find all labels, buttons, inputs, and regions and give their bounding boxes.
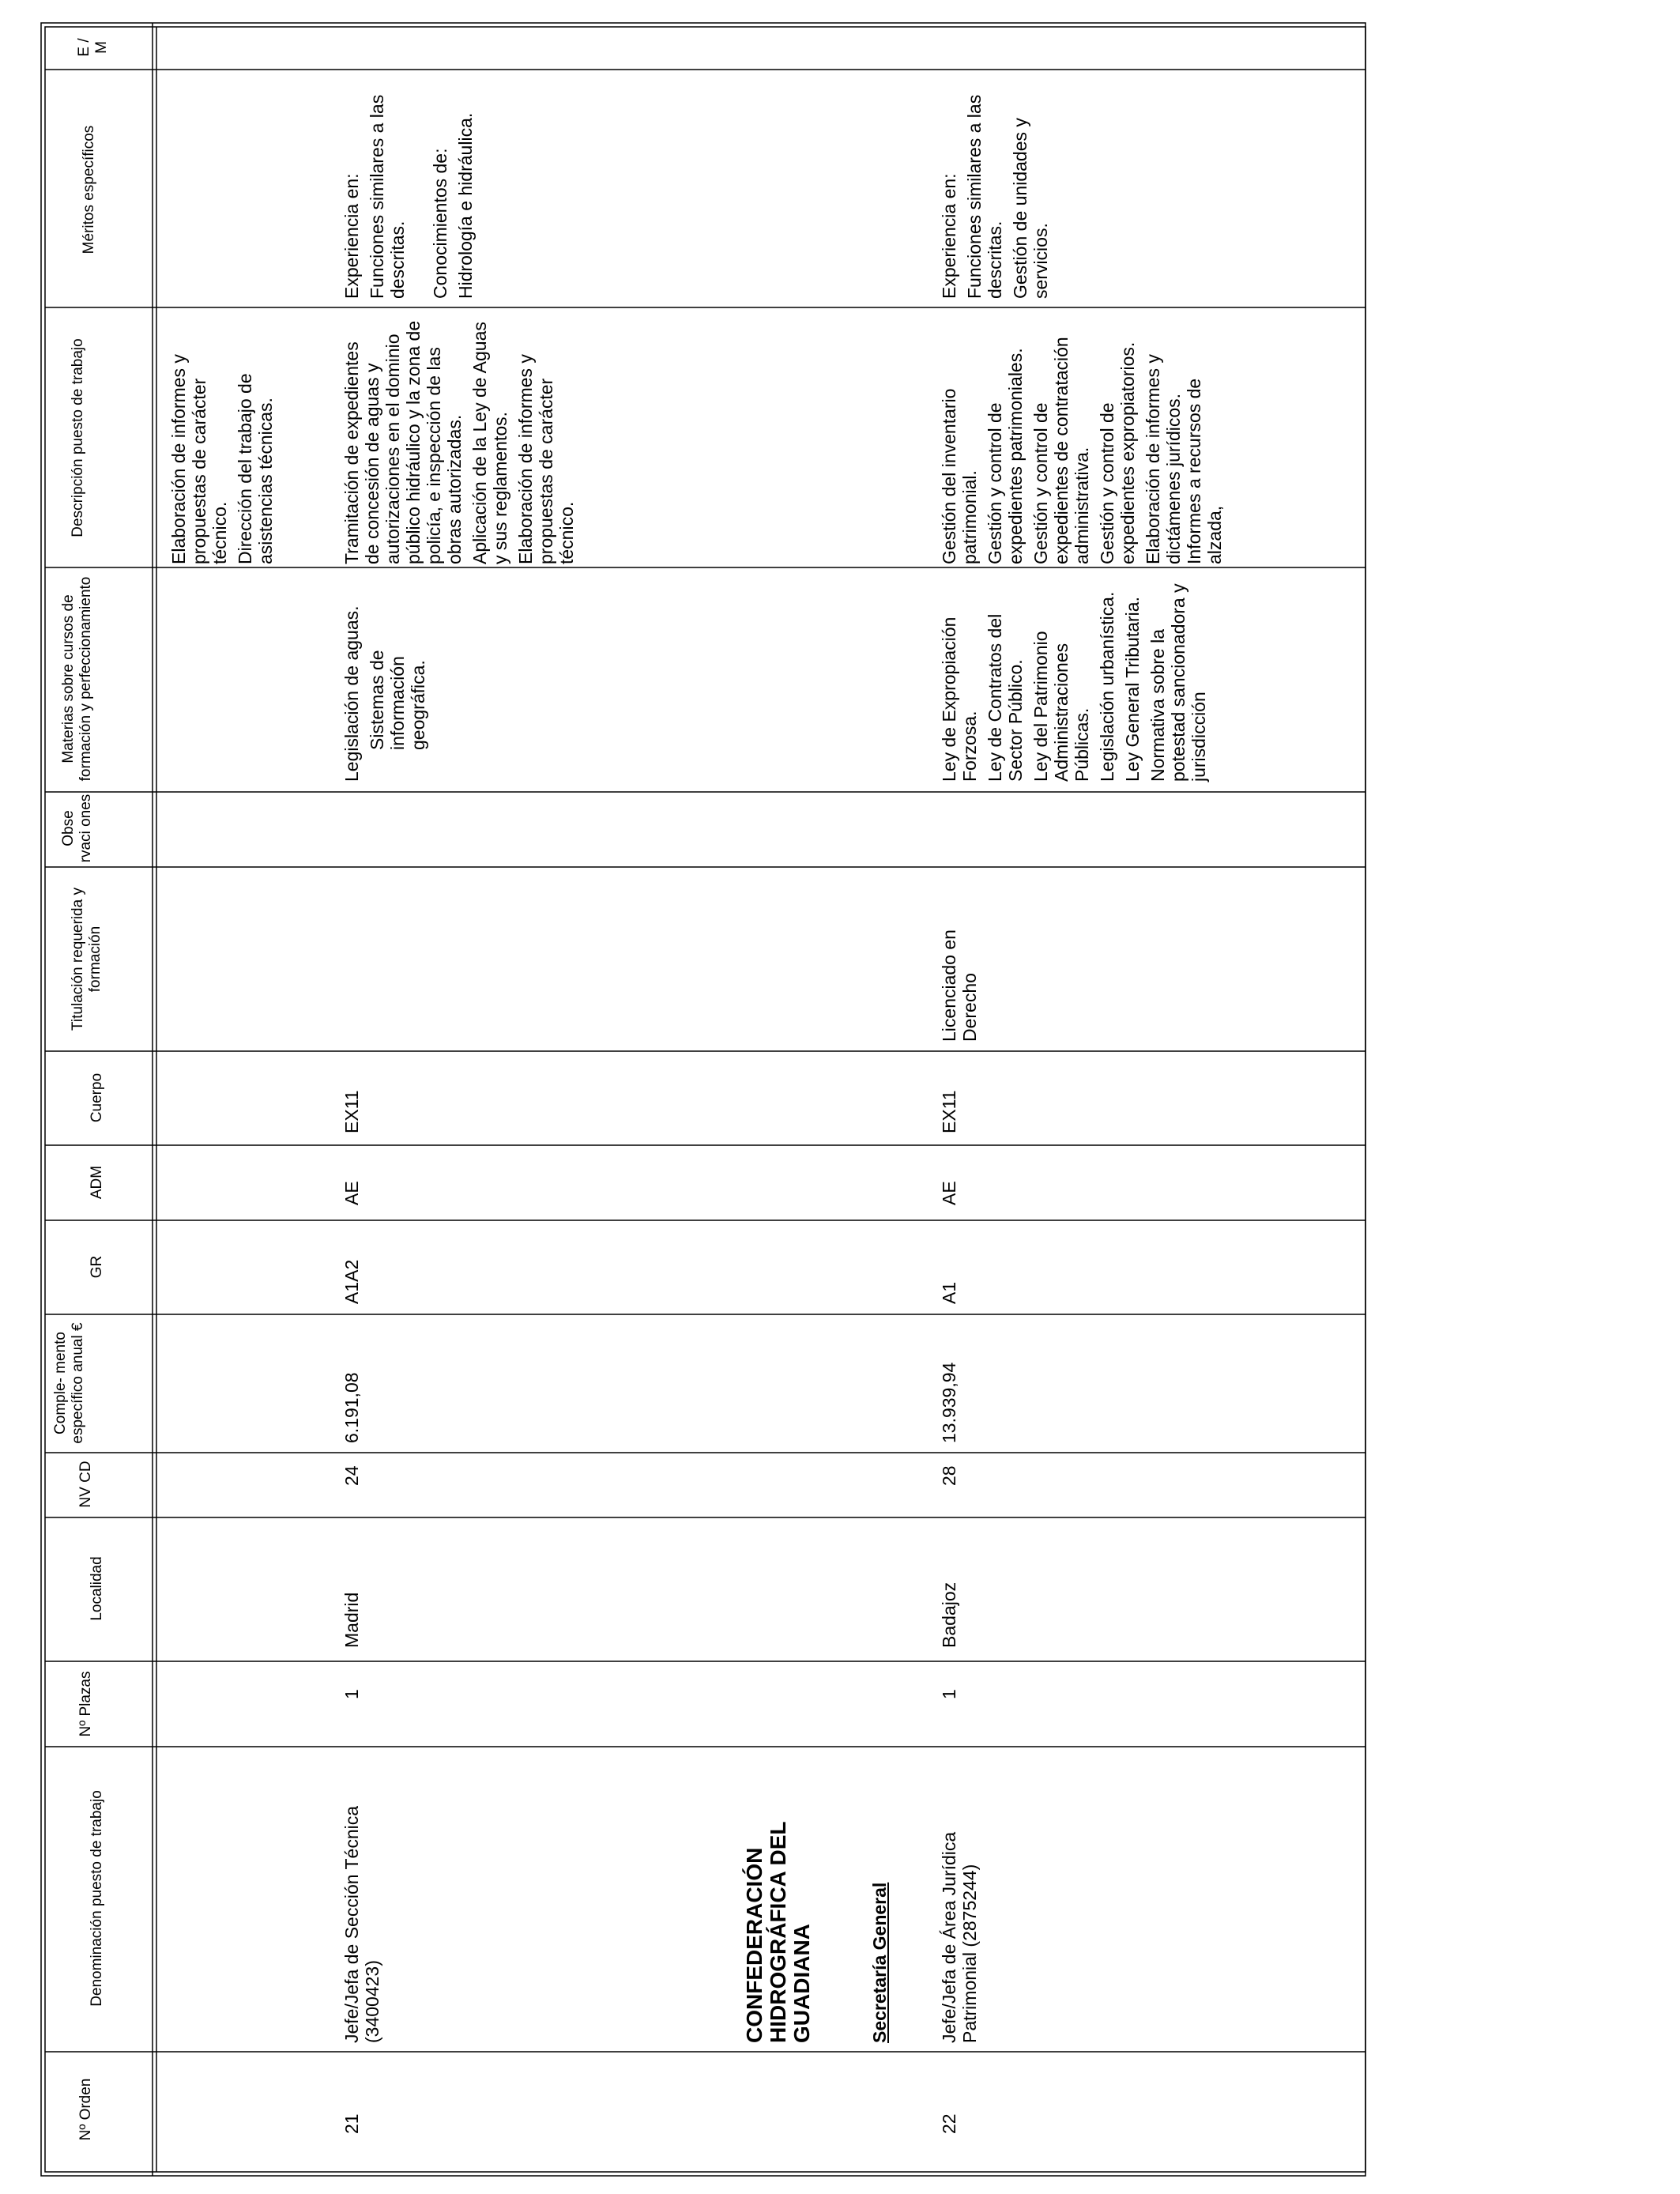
list-item: Funciones similares a las descritas. <box>963 94 1005 299</box>
row21-plazas: 1 <box>341 1689 362 1699</box>
list-item: Elaboración de informes y propuestas de carácter técnico. <box>168 354 230 564</box>
row22-localidad: Badajoz <box>939 1581 959 1648</box>
header-denominacion: Denominación puesto de trabajo <box>89 1790 105 2007</box>
list-item: Ley de Contratos del Sector Público. <box>984 613 1026 782</box>
row22-complemento: 13.939,94 <box>939 1362 959 1443</box>
row22-orden: 22 <box>939 2113 959 2134</box>
list-item: Gestión y control de expedientes patrimoniales. <box>984 348 1026 564</box>
header-descripcion: Descripción puesto de trabajo <box>70 338 86 537</box>
list-item: Normativa sobre la potestad sancionadora y jurisdicción <box>1147 583 1209 782</box>
row22-plazas: 1 <box>939 1689 959 1699</box>
meritos-knowledge-title: Conocimientos de: <box>429 148 450 299</box>
row21-grupo: A1A2 <box>341 1259 362 1304</box>
row22-denominacion: Jefe/Jefa de Área Jurídica Patrimonial (2875244) <box>939 1831 980 2043</box>
row21-denominacion: Jefe/Jefa de Sección Técnica (3400423) <box>341 1805 382 2043</box>
row22-adm: AE <box>939 1181 959 1205</box>
list-item: Gestión y control de expedientes de contratación administrativa. <box>1030 337 1092 564</box>
list-item: Elaboración de informes y dictámenes jurídicos. Informes a recursos de alzada, <box>1142 354 1225 564</box>
row22-grupo: A1 <box>939 1281 959 1304</box>
row21-nivel: 24 <box>341 1465 362 1486</box>
row22-cuerpo: EX11 <box>939 1090 959 1133</box>
header-em: E / M <box>76 38 110 57</box>
section-unit-title: Secretaría General <box>869 1882 890 2043</box>
header-titulacion: Titulación requerida y formación <box>70 888 104 1031</box>
row21-complemento: 6.191,08 <box>341 1372 362 1443</box>
row21-adm: AE <box>341 1181 362 1205</box>
header-complemento: Comple- mento específico anual € <box>52 1322 86 1444</box>
header-orden: Nº Orden <box>77 2078 94 2141</box>
list-item: Gestión y control de expedientes expropiatorios. <box>1096 341 1138 564</box>
row21-orden: 21 <box>341 2113 362 2134</box>
row22-materias <box>939 572 1214 782</box>
list-item: Legislación de aguas. <box>341 605 362 782</box>
list-item: Gestión del inventario patrimonial. <box>939 388 980 564</box>
list-item: Legislación urbanística. <box>1096 591 1117 782</box>
list-item: Ley General Tributaria. <box>1121 597 1143 782</box>
list-item: Aplicación de la Ley de Aguas y sus reglamentos. <box>469 322 510 564</box>
list-item: Ley de Expropiación Forzosa. <box>939 616 980 782</box>
row21-cuerpo: EX11 <box>341 1090 362 1133</box>
carryover-description <box>168 319 281 564</box>
list-item: Dirección del trabajo de asistencias técnicas. <box>234 373 276 564</box>
row22-nivel: 28 <box>939 1465 959 1486</box>
header-observaciones: Obse rvaci ones <box>60 794 94 863</box>
header-plazas: Nº Plazas <box>77 1671 94 1737</box>
row21-meritos <box>341 77 480 299</box>
meritos-experience-title: Experiencia en: <box>341 173 362 299</box>
header-localidad: Localidad <box>89 1556 105 1621</box>
list-item: Tramitación de expedientes de concesión de aguas y autorizaciones en el dominio público hidráulico y la zona de policía, e inspección de las obras autorizadas. <box>341 320 465 564</box>
list-item: Sistemas de información geográfica. <box>366 650 428 750</box>
row22-titulacion: Licenciado en Derecho <box>939 929 980 1042</box>
row22-descripcion <box>939 319 1230 564</box>
section-organization-title: CONFEDERACIÓN HIDROGRÁFICA DEL GUADIANA <box>742 1822 815 2043</box>
row21-materias <box>341 572 433 782</box>
header-meritos: Méritos específicos <box>81 125 97 254</box>
header-grupo: GR <box>89 1255 105 1279</box>
header-nivel: NV CD <box>77 1461 94 1508</box>
list-item: Elaboración de informes y propuestas de carácter técnico. <box>514 354 577 564</box>
list-item: Gestión de unidades y servicios. <box>1009 118 1051 299</box>
header-cuerpo: Cuerpo <box>89 1072 105 1123</box>
list-item: Hidrología e hidráulica. <box>454 112 476 299</box>
header-adm: ADM <box>89 1165 105 1200</box>
meritos-experience-title: Experiencia en: <box>939 173 959 299</box>
header-materias: Materias sobre cursos de formación y perfeccionamiento <box>60 576 94 782</box>
list-item: Funciones similares a las descritas. <box>366 94 408 299</box>
list-item: Ley del Patrimonio Administraciones Públicas. <box>1030 631 1092 782</box>
row21-descripcion <box>341 319 582 564</box>
row21-localidad: Madrid <box>341 1592 362 1648</box>
row22-meritos <box>939 77 1056 299</box>
